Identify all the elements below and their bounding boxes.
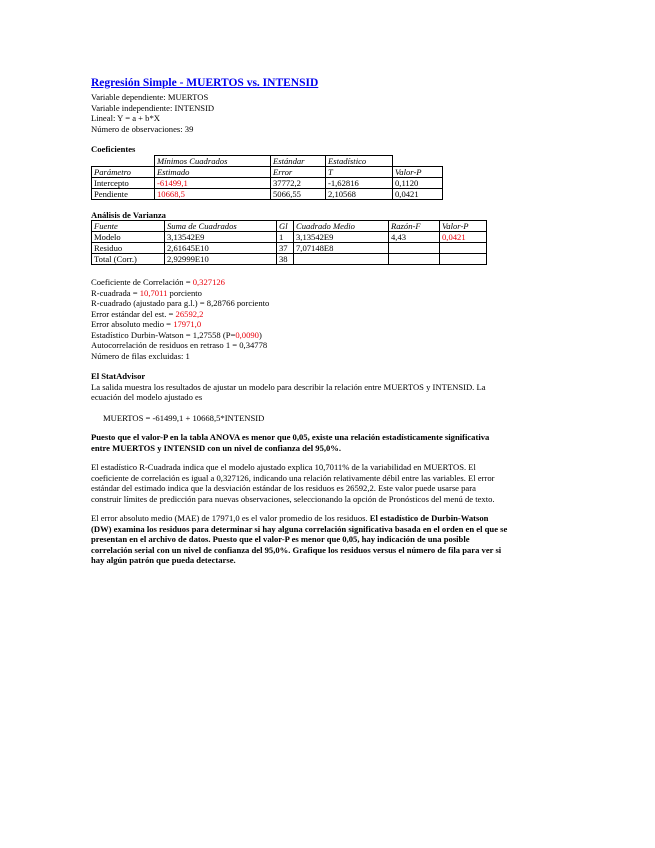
table-cell: 5066,55 bbox=[271, 188, 326, 199]
anova-table bbox=[91, 220, 487, 265]
stat-value: 26592,2 bbox=[175, 308, 204, 319]
table-cell: 2,61645E10 bbox=[165, 243, 277, 254]
durbin-watson-line bbox=[91, 330, 566, 341]
anova-heading: Análisis de Varianza bbox=[91, 209, 166, 220]
table-header-cell: Valor-P bbox=[393, 166, 443, 177]
table-header-cell: Suma de Cuadrados bbox=[165, 221, 277, 232]
mean-absolute-error-line bbox=[91, 319, 566, 330]
text-line: presentan en el archivo de datos. Puesto que el valor-P es menor que 0,05, hay indicación de una posible bbox=[91, 534, 470, 544]
table-cell: Modelo bbox=[92, 232, 165, 243]
stat-value: 17971,0 bbox=[173, 319, 202, 329]
table-row bbox=[92, 177, 443, 188]
table-header-cell: Error bbox=[271, 166, 326, 177]
model-equation: MUERTOS = -61499,1 + 10668,5*INTENSID bbox=[103, 412, 265, 423]
table-cell: 0,0421 bbox=[440, 232, 487, 243]
table-cell: 2,92999E10 bbox=[165, 254, 277, 265]
table-cell: 0,0421 bbox=[393, 188, 443, 199]
dependent-variable: Variable dependiente: MUERTOS bbox=[91, 92, 209, 102]
table-cell bbox=[440, 243, 487, 254]
table-cell: 4,43 bbox=[389, 232, 440, 243]
text-line: construir límites de predicción para nuevas observaciones, seleccionando la opción de Pronósticos del menú de texto. bbox=[91, 493, 495, 504]
table-cell bbox=[92, 155, 155, 166]
adjusted-r-squared-line: R-cuadrado (ajustado para g.l.) = 8,28766 porciento bbox=[91, 298, 270, 308]
table-super-header-row bbox=[92, 155, 443, 166]
model-type: Lineal: Y = a + b*X bbox=[91, 113, 160, 123]
text-line: coeficiente de correlación es igual a 0,327126, indicando una relación relativamente débil entre las variables. El error bbox=[91, 472, 495, 483]
table-header-cell: Valor-P bbox=[440, 221, 487, 232]
table-header-cell: Estimado bbox=[155, 166, 271, 177]
coefficients-table bbox=[91, 155, 443, 200]
text-line: La salida muestra los resultados de ajustar un modelo para describir la relación entre MUERTOS y INTENSID. La bbox=[91, 381, 486, 392]
text-line: Puesto que el valor-P en la tabla ANOVA es menor que 0,05, existe una relación estadísticamente significativa bbox=[91, 432, 490, 442]
table-row bbox=[92, 188, 443, 199]
table-cell: Intercepto bbox=[92, 177, 155, 188]
table-header-cell: Mínimos Cuadrados bbox=[155, 155, 271, 166]
r-squared-line bbox=[91, 288, 566, 299]
stat-label: ) bbox=[258, 329, 262, 340]
text-line: estándar del estimado indica que la desviación estándar de los residuos es 26592,2. Este valor puede usarse para bbox=[91, 483, 476, 493]
text-span: El estadístico de Durbin-Watson bbox=[369, 513, 489, 523]
autocorrelation-line: Autocorrelación de residuos en retraso 1 = 0,34778 bbox=[91, 340, 268, 350]
table-cell: 2,10568 bbox=[326, 188, 393, 199]
stat-label: Error estándar del est. = bbox=[91, 308, 176, 319]
table-cell: 38 bbox=[277, 254, 294, 265]
table-row bbox=[92, 254, 487, 265]
stat-label: R-cuadrada = bbox=[91, 287, 140, 298]
table-row bbox=[92, 232, 487, 243]
table-header-cell: Cuadrado Medio bbox=[294, 221, 389, 232]
statadvisor-paragraph-2 bbox=[91, 432, 566, 453]
summary-statistics bbox=[91, 277, 566, 361]
text-line bbox=[91, 513, 566, 524]
stat-value: 0,0090 bbox=[235, 329, 259, 340]
text-line: ecuación del modelo ajustado es bbox=[91, 392, 203, 402]
correlation-line bbox=[91, 277, 566, 288]
table-cell: Pendiente bbox=[92, 188, 155, 199]
table-cell bbox=[389, 254, 440, 265]
table-header-cell: Estándar bbox=[271, 155, 326, 166]
stat-label: Error absoluto medio = bbox=[91, 319, 174, 329]
table-header-cell: T bbox=[326, 166, 393, 177]
stat-label: Coeficiente de Correlación = bbox=[91, 277, 193, 287]
table-cell bbox=[393, 155, 443, 166]
statadvisor-paragraph-1 bbox=[91, 382, 566, 403]
table-header-row bbox=[92, 166, 443, 177]
table-header-cell: Parámetro bbox=[92, 166, 155, 177]
stat-label: Estadístico Durbin-Watson = 1,27558 (P= bbox=[91, 329, 236, 340]
table-cell bbox=[294, 254, 389, 265]
table-cell: 0,1120 bbox=[393, 177, 443, 188]
report-page bbox=[91, 76, 566, 566]
statadvisor-heading: El StatAdvisor bbox=[91, 371, 146, 381]
table-cell: 3,13542E9 bbox=[294, 232, 389, 243]
report-title[interactable]: Regresión Simple - MUERTOS vs. INTENSID bbox=[91, 77, 319, 89]
statadvisor-paragraph-3 bbox=[91, 462, 566, 504]
standard-error-line bbox=[91, 309, 566, 320]
text-line: (DW) examina los residuos para determinar si hay alguna correlación significativa basada en el orden en el que se bbox=[91, 523, 508, 534]
table-cell: -61499,1 bbox=[155, 177, 271, 188]
table-cell: Total (Corr.) bbox=[92, 254, 165, 265]
model-info bbox=[91, 92, 566, 134]
observation-count: Número de observaciones: 39 bbox=[91, 123, 194, 134]
table-cell: Residuo bbox=[92, 243, 165, 254]
statadvisor-paragraph-4 bbox=[91, 513, 566, 566]
text-line: correlación serial con un nivel de confianza del 95,0%. Grafique los residuos versus el número de fila para ver si bbox=[91, 544, 502, 555]
stat-value: 0,327126 bbox=[192, 277, 225, 287]
table-header-cell: Estadístico bbox=[326, 155, 393, 166]
table-cell: 7,07148E8 bbox=[294, 243, 389, 254]
table-header-cell: Razón-F bbox=[389, 221, 440, 232]
coefficients-heading: Coeficientes bbox=[91, 144, 136, 154]
text-span: El error absoluto medio (MAE) de 17971,0 es el valor promedio de los residuos. bbox=[91, 513, 370, 523]
table-cell: 1 bbox=[277, 232, 294, 243]
excluded-rows-line: Número de filas excluidas: 1 bbox=[91, 350, 190, 361]
text-line: entre MUERTOS y INTENSID con un nivel de confianza del 95,0%. bbox=[91, 442, 342, 453]
table-header-row bbox=[92, 221, 487, 232]
table-cell: 37772,2 bbox=[271, 177, 326, 188]
stat-unit: porciento bbox=[167, 287, 202, 298]
stat-value: 10,7011 bbox=[139, 287, 168, 298]
text-line: hay algún patrón que pueda detectarse. bbox=[91, 555, 236, 565]
table-header-cell: Gl bbox=[277, 221, 294, 232]
text-line: El estadístico R-Cuadrada indica que el modelo ajustado explica 10,7011% de la variabilidad en MUERTOS. El bbox=[91, 462, 476, 472]
independent-variable: Variable independiente: INTENSID bbox=[91, 102, 215, 113]
table-cell: 3,13542E9 bbox=[165, 232, 277, 243]
table-cell: 10668,5 bbox=[155, 188, 271, 199]
table-row bbox=[92, 243, 487, 254]
table-cell: 37 bbox=[277, 243, 294, 254]
table-header-cell: Fuente bbox=[92, 221, 165, 232]
table-cell bbox=[389, 243, 440, 254]
table-cell bbox=[440, 254, 487, 265]
table-cell: -1,62816 bbox=[326, 177, 393, 188]
